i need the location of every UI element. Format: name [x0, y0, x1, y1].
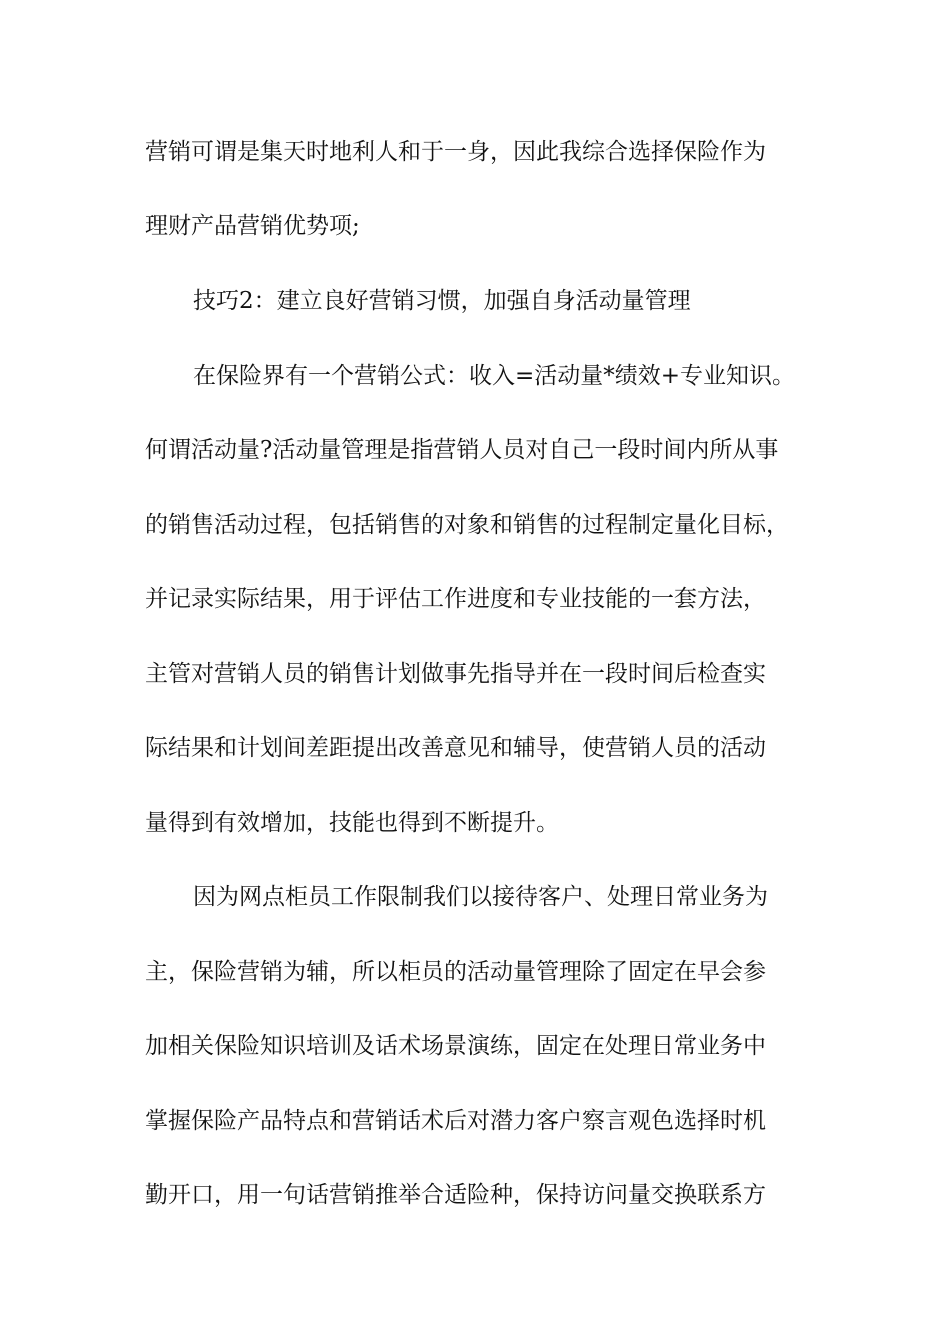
text-line-15: 勤开口，用一句话营销推举合适险种，保持访问量交换联系方	[145, 1182, 766, 1208]
text-line-2: 理财产品营销优势项;	[145, 213, 360, 239]
text-line-1: 营销可谓是集天时地利人和于一身，因此我综合选择保险作为	[145, 139, 766, 165]
text-line-14: 掌握保险产品特点和营销话术后对潜力客户察言观色选择时机	[145, 1108, 766, 1134]
text-line-7: 并记录实际结果，用于评估工作进度和专业技能的一套方法，	[145, 586, 766, 612]
text-line-11: 因为网点柜员工作限制我们以接待客户、处理日常业务为	[193, 884, 768, 910]
text-line-8: 主管对营销人员的销售计划做事先指导并在一段时间后检查实	[145, 661, 766, 687]
section-heading: 技巧2：建立良好营销习惯，加强自身活动量管理	[193, 288, 691, 314]
text-line-6: 的销售活动过程，包括销售的对象和销售的过程制定量化目标，	[145, 512, 789, 538]
text-line-13: 加相关保险知识培训及话术场景演练，固定在处理日常业务中	[145, 1033, 766, 1059]
text-line-4: 在保险界有一个营销公式：收入=活动量*绩效+专业知识。	[193, 363, 796, 389]
text-line-12: 主，保险营销为辅，所以柜员的活动量管理除了固定在早会参	[145, 959, 766, 985]
text-line-10: 量得到有效增加，技能也得到不断提升。	[145, 810, 559, 836]
text-line-5: 何谓活动量?活动量管理是指营销人员对自己一段时间内所从事	[145, 437, 779, 463]
text-line-9: 际结果和计划间差距提出改善意见和辅导，使营销人员的活动	[145, 735, 766, 761]
